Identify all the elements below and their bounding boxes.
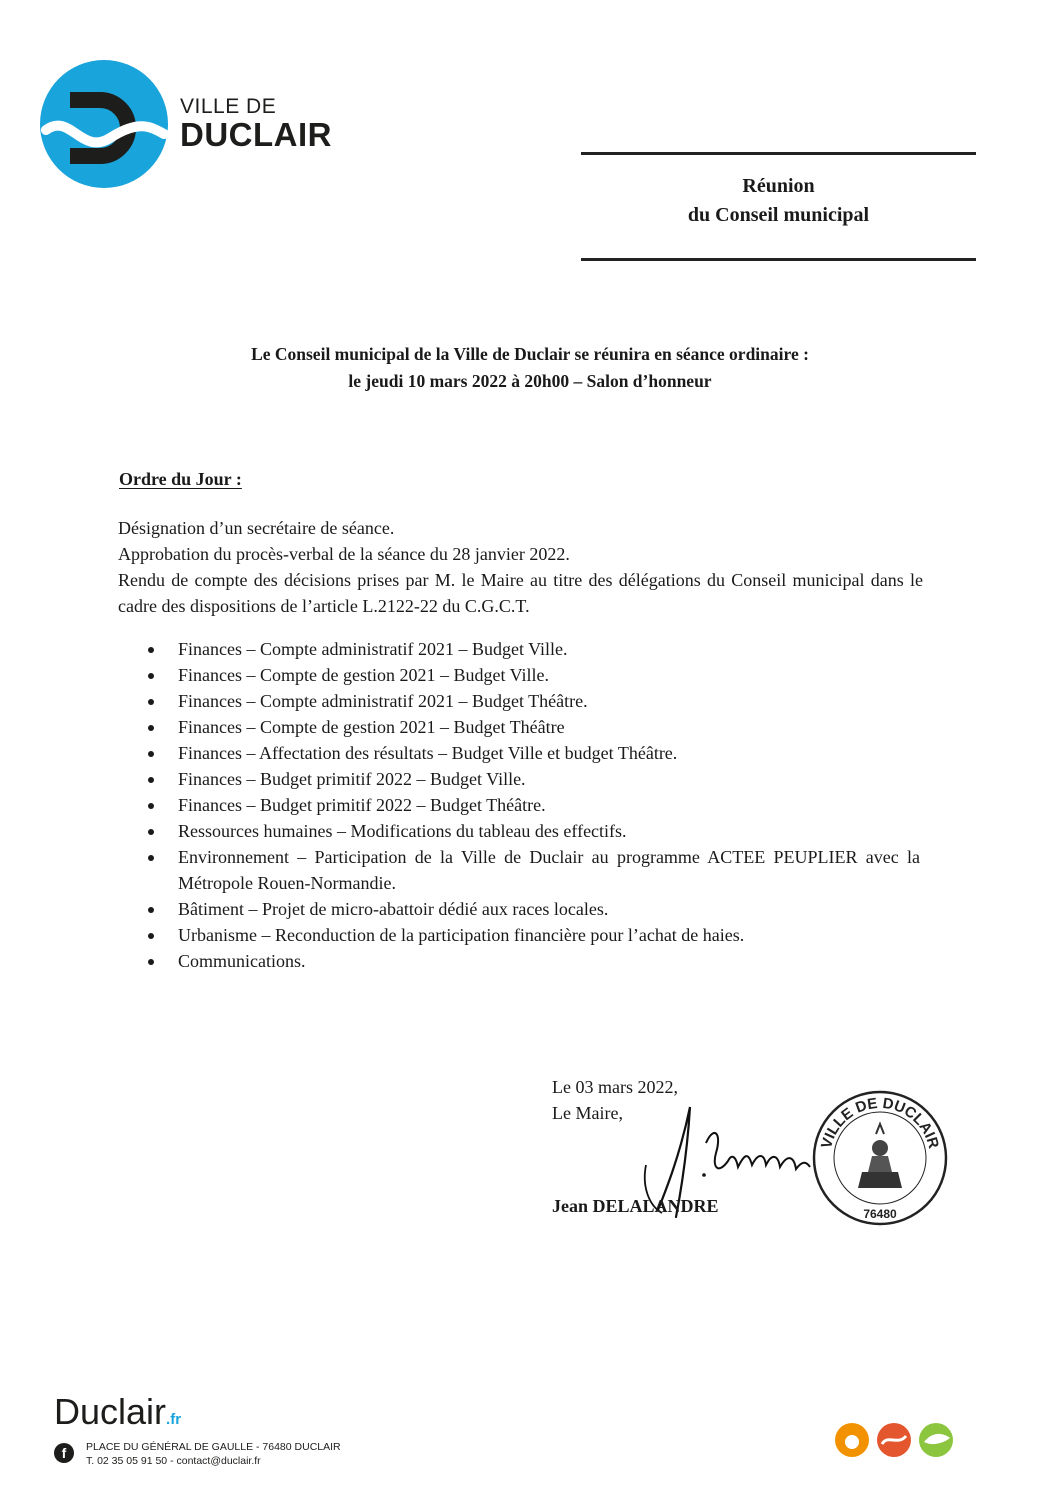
svg-text:76480: 76480 (863, 1207, 897, 1221)
city-logo-icon (40, 60, 168, 188)
agenda-item: Finances – Budget primitif 2022 – Budget Théâtre. (140, 792, 920, 818)
signatory-role: Le Maire, (552, 1103, 623, 1123)
agenda-list (140, 636, 920, 974)
bullet-icon (148, 829, 154, 835)
footer-brand-name: Duclair (54, 1391, 167, 1432)
svg-text:VILLE DE DUCLAIR: VILLE DE DUCLAIR (818, 1094, 943, 1151)
bullet-icon (148, 959, 154, 965)
bullet-icon (148, 933, 154, 939)
footer-brand (54, 1391, 182, 1432)
bullet-icon (148, 725, 154, 731)
title-rule-top (581, 152, 976, 155)
agenda-preamble (118, 515, 923, 619)
footer-brand-tld: .fr (166, 1411, 182, 1428)
bullet-icon (148, 777, 154, 783)
bullet-icon (148, 855, 154, 861)
bullet-icon (148, 699, 154, 705)
agenda-item: Finances – Compte de gestion 2021 – Budget Théâtre (140, 714, 920, 740)
facebook-icon: f (54, 1443, 74, 1463)
signatory-name: Jean DELALANDRE (552, 1196, 719, 1216)
agenda-item: Environnement – Participation de la Ville de Duclair au programme ACTEE PEUPLIER avec la Métropole Rouen-Normandie. (140, 844, 920, 896)
title-rule-bottom (581, 258, 976, 261)
agenda-item: Ressources humaines – Modifications du tableau des effectifs. (140, 818, 920, 844)
title-line-1: Réunion (742, 175, 815, 197)
preamble-item: Approbation du procès-verbal de la séance du 28 janvier 2022. (118, 544, 570, 564)
logo-line-ville-de: VILLE DE (180, 95, 277, 118)
meeting-announcement (120, 341, 940, 395)
agenda-item: Finances – Affectation des résultats – Budget Ville et budget Théâtre. (140, 740, 920, 766)
preamble-item: Rendu de compte des décisions prises par M. le Maire au titre des délégations du Conseil municipal dans le cadre des dispositions de l’article L.2122-22 du C.G.C.T. (118, 570, 923, 616)
announcement-line-2: le jeudi 10 mars 2022 à 20h00 – Salon d’honneur (348, 371, 712, 391)
agenda-item: Finances – Compte administratif 2021 – Budget Théâtre. (140, 688, 920, 714)
document-title (581, 172, 976, 230)
municipal-seal (810, 1088, 950, 1228)
title-line-2: du Conseil municipal (687, 204, 870, 226)
bullet-icon (148, 751, 154, 757)
logo-line-duclair: DUCLAIR (180, 116, 332, 153)
bullet-icon (148, 647, 154, 653)
footer-phone-email-line: T. 02 35 05 91 50 - contact@duclair.fr (86, 1455, 261, 1467)
agenda-heading: Ordre du Jour : (119, 469, 242, 489)
agenda-item: Finances – Compte de gestion 2021 – Budget Ville. (140, 662, 920, 688)
agenda-item: Bâtiment – Projet de micro-abattoir dédié aux races locales. (140, 896, 920, 922)
footer-theme-icons (832, 1420, 956, 1460)
preamble-item: Désignation d’un secrétaire de séance. (118, 518, 395, 538)
agenda-item: Communications. (140, 948, 920, 974)
bullet-icon (148, 907, 154, 913)
announcement-line-1: Le Conseil municipal de la Ville de Duclair se réunira en séance ordinaire : (251, 344, 809, 364)
city-logo-text (180, 96, 332, 151)
agenda-item: Finances – Budget primitif 2022 – Budget Ville. (140, 766, 920, 792)
bullet-icon (148, 803, 154, 809)
signature-date: Le 03 mars 2022, (552, 1077, 678, 1097)
bullet-icon (148, 673, 154, 679)
footer-address-line: PLACE DU GÉNÉRAL DE GAULLE - 76480 DUCLAIR (86, 1441, 341, 1453)
agenda-item: Urbanisme – Reconduction de la participation financière pour l’achat de haies. (140, 922, 920, 948)
agenda-item: Finances – Compte administratif 2021 – Budget Ville. (140, 636, 920, 662)
footer-contact (86, 1440, 341, 1468)
